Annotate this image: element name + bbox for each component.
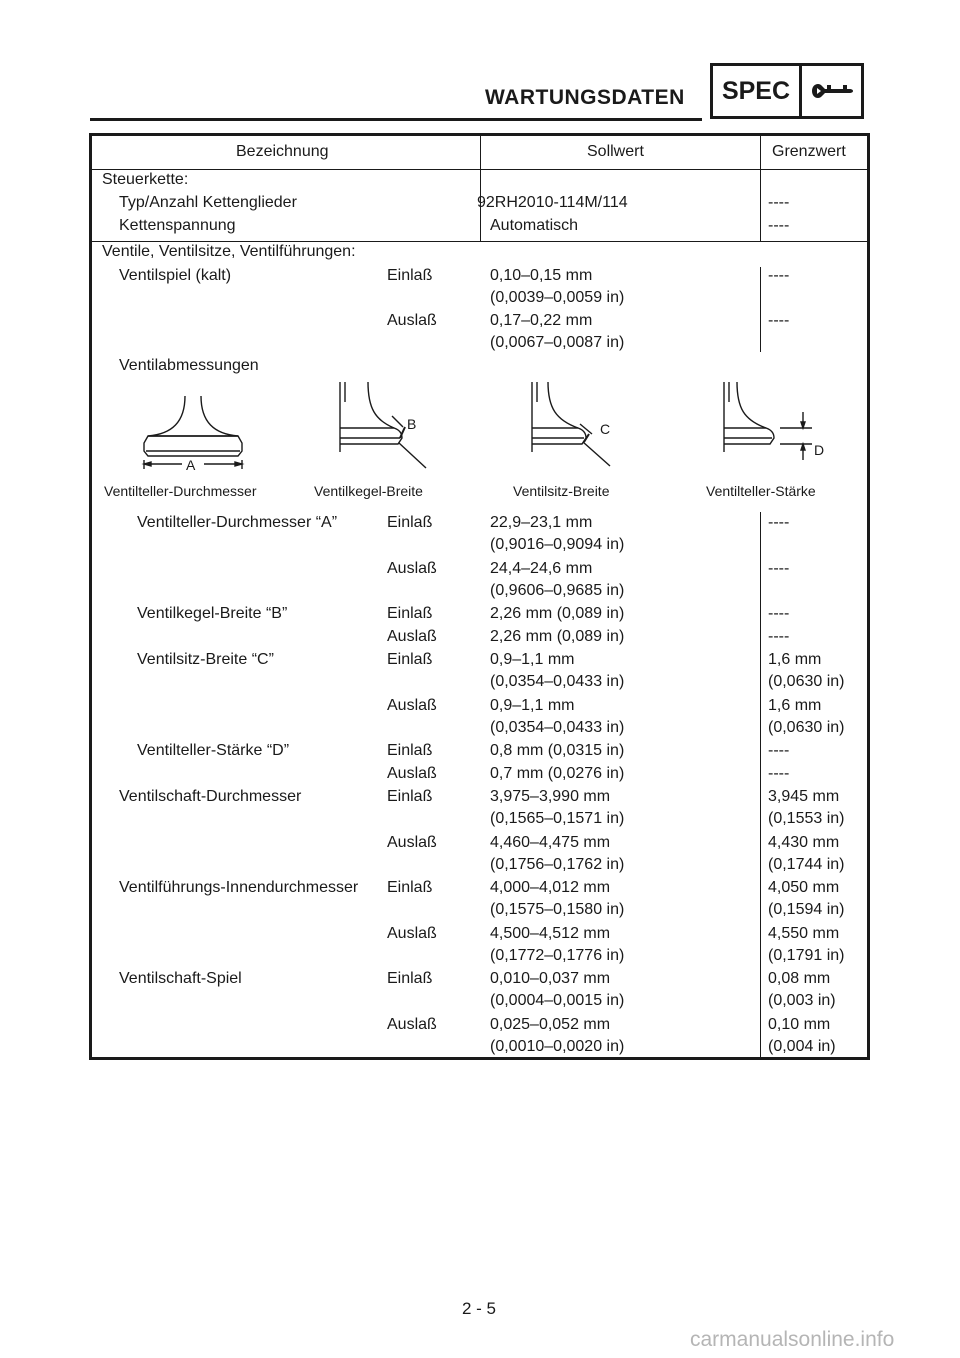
row-label: Ventilabmessungen <box>119 357 259 374</box>
row-limit: ---- <box>768 194 790 211</box>
row-label: Ventilschaft-Durchmesser <box>119 788 302 805</box>
column-divider <box>760 267 761 352</box>
valve-dimensions-diagram <box>92 372 867 502</box>
row-limit: ---- <box>768 742 790 759</box>
row-limit: ---- <box>768 605 790 622</box>
row-side: Auslaß <box>387 924 437 942</box>
row-side: Auslaß <box>387 312 437 329</box>
row-limit-inch: (0,1553 in) <box>768 810 845 827</box>
row-limit: ---- <box>768 267 790 284</box>
row-side: Auslaß <box>387 833 437 851</box>
row-label: Kettenspannung <box>119 217 236 234</box>
row-label: Ventilspiel (kalt) <box>119 267 232 284</box>
row-side: Einlaß <box>387 514 433 531</box>
column-header-bezeichnung: Bezeichnung <box>236 143 329 160</box>
row-limit-inch: (0,1594 in) <box>768 901 845 918</box>
diagram-letter-b: B <box>407 416 417 432</box>
header-rule <box>90 118 702 121</box>
caption-ventilkegel-breite: Ventilkegel-Breite <box>314 483 423 499</box>
column-divider <box>760 136 761 169</box>
row-value: 0,17–0,22 mm <box>490 312 593 329</box>
row-side: Auslaß <box>387 765 437 782</box>
caption-ventilsitz-breite: Ventilsitz-Breite <box>513 483 610 499</box>
row-limit: 1,6 mm <box>768 651 822 668</box>
column-header-sollwert: Sollwert <box>587 143 644 160</box>
row-side: Auslaß <box>387 1015 437 1033</box>
column-divider <box>760 169 761 242</box>
row-side: Auslaß <box>387 696 437 714</box>
row-limit: 0,08 mm <box>768 970 831 987</box>
row-value: 24,4–24,6 mm <box>490 559 593 577</box>
row-limit: ---- <box>768 765 790 782</box>
row-value: 92RH2010-114M/114 <box>477 194 628 211</box>
row-side: Auslaß <box>387 559 437 577</box>
row-side: Einlaß <box>387 605 433 622</box>
caption-ventilteller-staerke: Ventilteller-Stärke <box>706 483 816 499</box>
row-side: Auslaß <box>387 628 437 645</box>
row-value-inch: (0,9016–0,9094 in) <box>490 536 625 553</box>
row-value-inch: (0,0004–0,0015 in) <box>490 992 625 1009</box>
row-value: 4,460–4,475 mm <box>490 833 611 851</box>
row-value-inch: (0,9606–0,9685 in) <box>490 581 625 599</box>
row-side: Einlaß <box>387 970 433 987</box>
row-limit-inch: (0,0630 in) <box>768 673 845 690</box>
column-header-grenzwert: Grenzwert <box>772 143 846 160</box>
row-label: Typ/Anzahl Kettenglieder <box>119 194 297 211</box>
spec-label: SPEC <box>713 66 802 116</box>
row-limit: ---- <box>768 514 790 531</box>
row-value: 2,26 mm (0,089 in) <box>490 628 625 645</box>
row-limit: ---- <box>768 628 790 645</box>
row-value: 0,9–1,1 mm <box>490 696 575 714</box>
row-value-inch: (0,1565–0,1571 in) <box>490 810 625 827</box>
spec-box <box>710 63 864 119</box>
row-limit: ---- <box>768 559 790 577</box>
row-value-inch: (0,0354–0,0433 in) <box>490 673 625 690</box>
row-limit: ---- <box>768 312 790 329</box>
spec-table <box>89 133 870 1060</box>
row-side: Einlaß <box>387 267 433 284</box>
row-value: 0,7 mm (0,0276 in) <box>490 765 625 782</box>
row-limit-inch: (0,004 in) <box>768 1037 836 1055</box>
row-value: 0,10–0,15 mm <box>490 267 593 284</box>
row-limit: 1,6 mm <box>768 696 822 714</box>
row-value-inch: (0,1756–0,1762 in) <box>490 855 625 873</box>
column-divider <box>760 512 761 1057</box>
row-limit: 4,430 mm <box>768 833 840 851</box>
wrench-icon <box>802 66 861 116</box>
row-value: 0,010–0,037 mm <box>490 970 611 987</box>
row-label: Ventilkegel-Breite “B” <box>137 605 288 622</box>
row-limit: 4,550 mm <box>768 924 840 942</box>
section-title: Steuerkette: <box>102 171 189 188</box>
row-value: 22,9–23,1 mm <box>490 514 593 531</box>
row-limit-inch: (0,0630 in) <box>768 718 845 736</box>
row-side: Einlaß <box>387 742 433 759</box>
row-value-inch: (0,0010–0,0020 in) <box>490 1037 625 1055</box>
row-limit: 4,050 mm <box>768 879 840 896</box>
row-side: Einlaß <box>387 879 433 896</box>
page-number: 2 - 5 <box>462 1299 497 1318</box>
section-title: Ventile, Ventilsitze, Ventilführungen: <box>102 243 356 260</box>
row-limit: 0,10 mm <box>768 1015 831 1033</box>
row-value-inch: (0,0354–0,0433 in) <box>490 718 625 736</box>
row-value-inch: (0,1575–0,1580 in) <box>490 901 625 918</box>
row-value: 4,000–4,012 mm <box>490 879 611 896</box>
row-value: 0,025–0,052 mm <box>490 1015 611 1033</box>
row-value: 3,975–3,990 mm <box>490 788 611 805</box>
row-limit-inch: (0,1744 in) <box>768 855 845 873</box>
row-label: Ventilschaft-Spiel <box>119 970 242 987</box>
row-limit: ---- <box>768 217 790 234</box>
row-limit-inch: (0,1791 in) <box>768 946 845 964</box>
column-divider <box>480 136 481 169</box>
row-value: 2,26 mm (0,089 in) <box>490 605 625 622</box>
row-value: 0,9–1,1 mm <box>490 651 575 668</box>
row-label: Ventilteller-Durchmesser “A” <box>137 514 338 531</box>
row-limit-inch: (0,003 in) <box>768 992 836 1009</box>
row-value-inch: (0,0039–0,0059 in) <box>490 289 625 306</box>
row-value: Automatisch <box>490 217 579 234</box>
row-label: Ventilsitz-Breite “C” <box>137 651 274 668</box>
row-value: 4,500–4,512 mm <box>490 924 611 942</box>
diagram-letter-c: C <box>600 421 611 437</box>
diagram-letter-d: D <box>814 442 825 458</box>
caption-ventilteller-durchmesser: Ventilteller-Durchmesser <box>104 483 257 499</box>
page-title: WARTUNGSDATEN <box>485 86 685 109</box>
row-label: Ventilführungs-Innendurchmesser <box>119 879 359 896</box>
watermark: carmanualsonline.info <box>690 1328 895 1351</box>
row-limit: 3,945 mm <box>768 788 840 805</box>
row-label: Ventilteller-Stärke “D” <box>137 742 290 759</box>
diagram-letter-a: A <box>186 457 196 473</box>
header-divider <box>92 169 867 170</box>
row-value: 0,8 mm (0,0315 in) <box>490 742 625 759</box>
row-value-inch: (0,1772–0,1776 in) <box>490 946 625 964</box>
row-value-inch: (0,0067–0,0087 in) <box>490 334 625 351</box>
row-side: Einlaß <box>387 788 433 805</box>
row-side: Einlaß <box>387 651 433 668</box>
